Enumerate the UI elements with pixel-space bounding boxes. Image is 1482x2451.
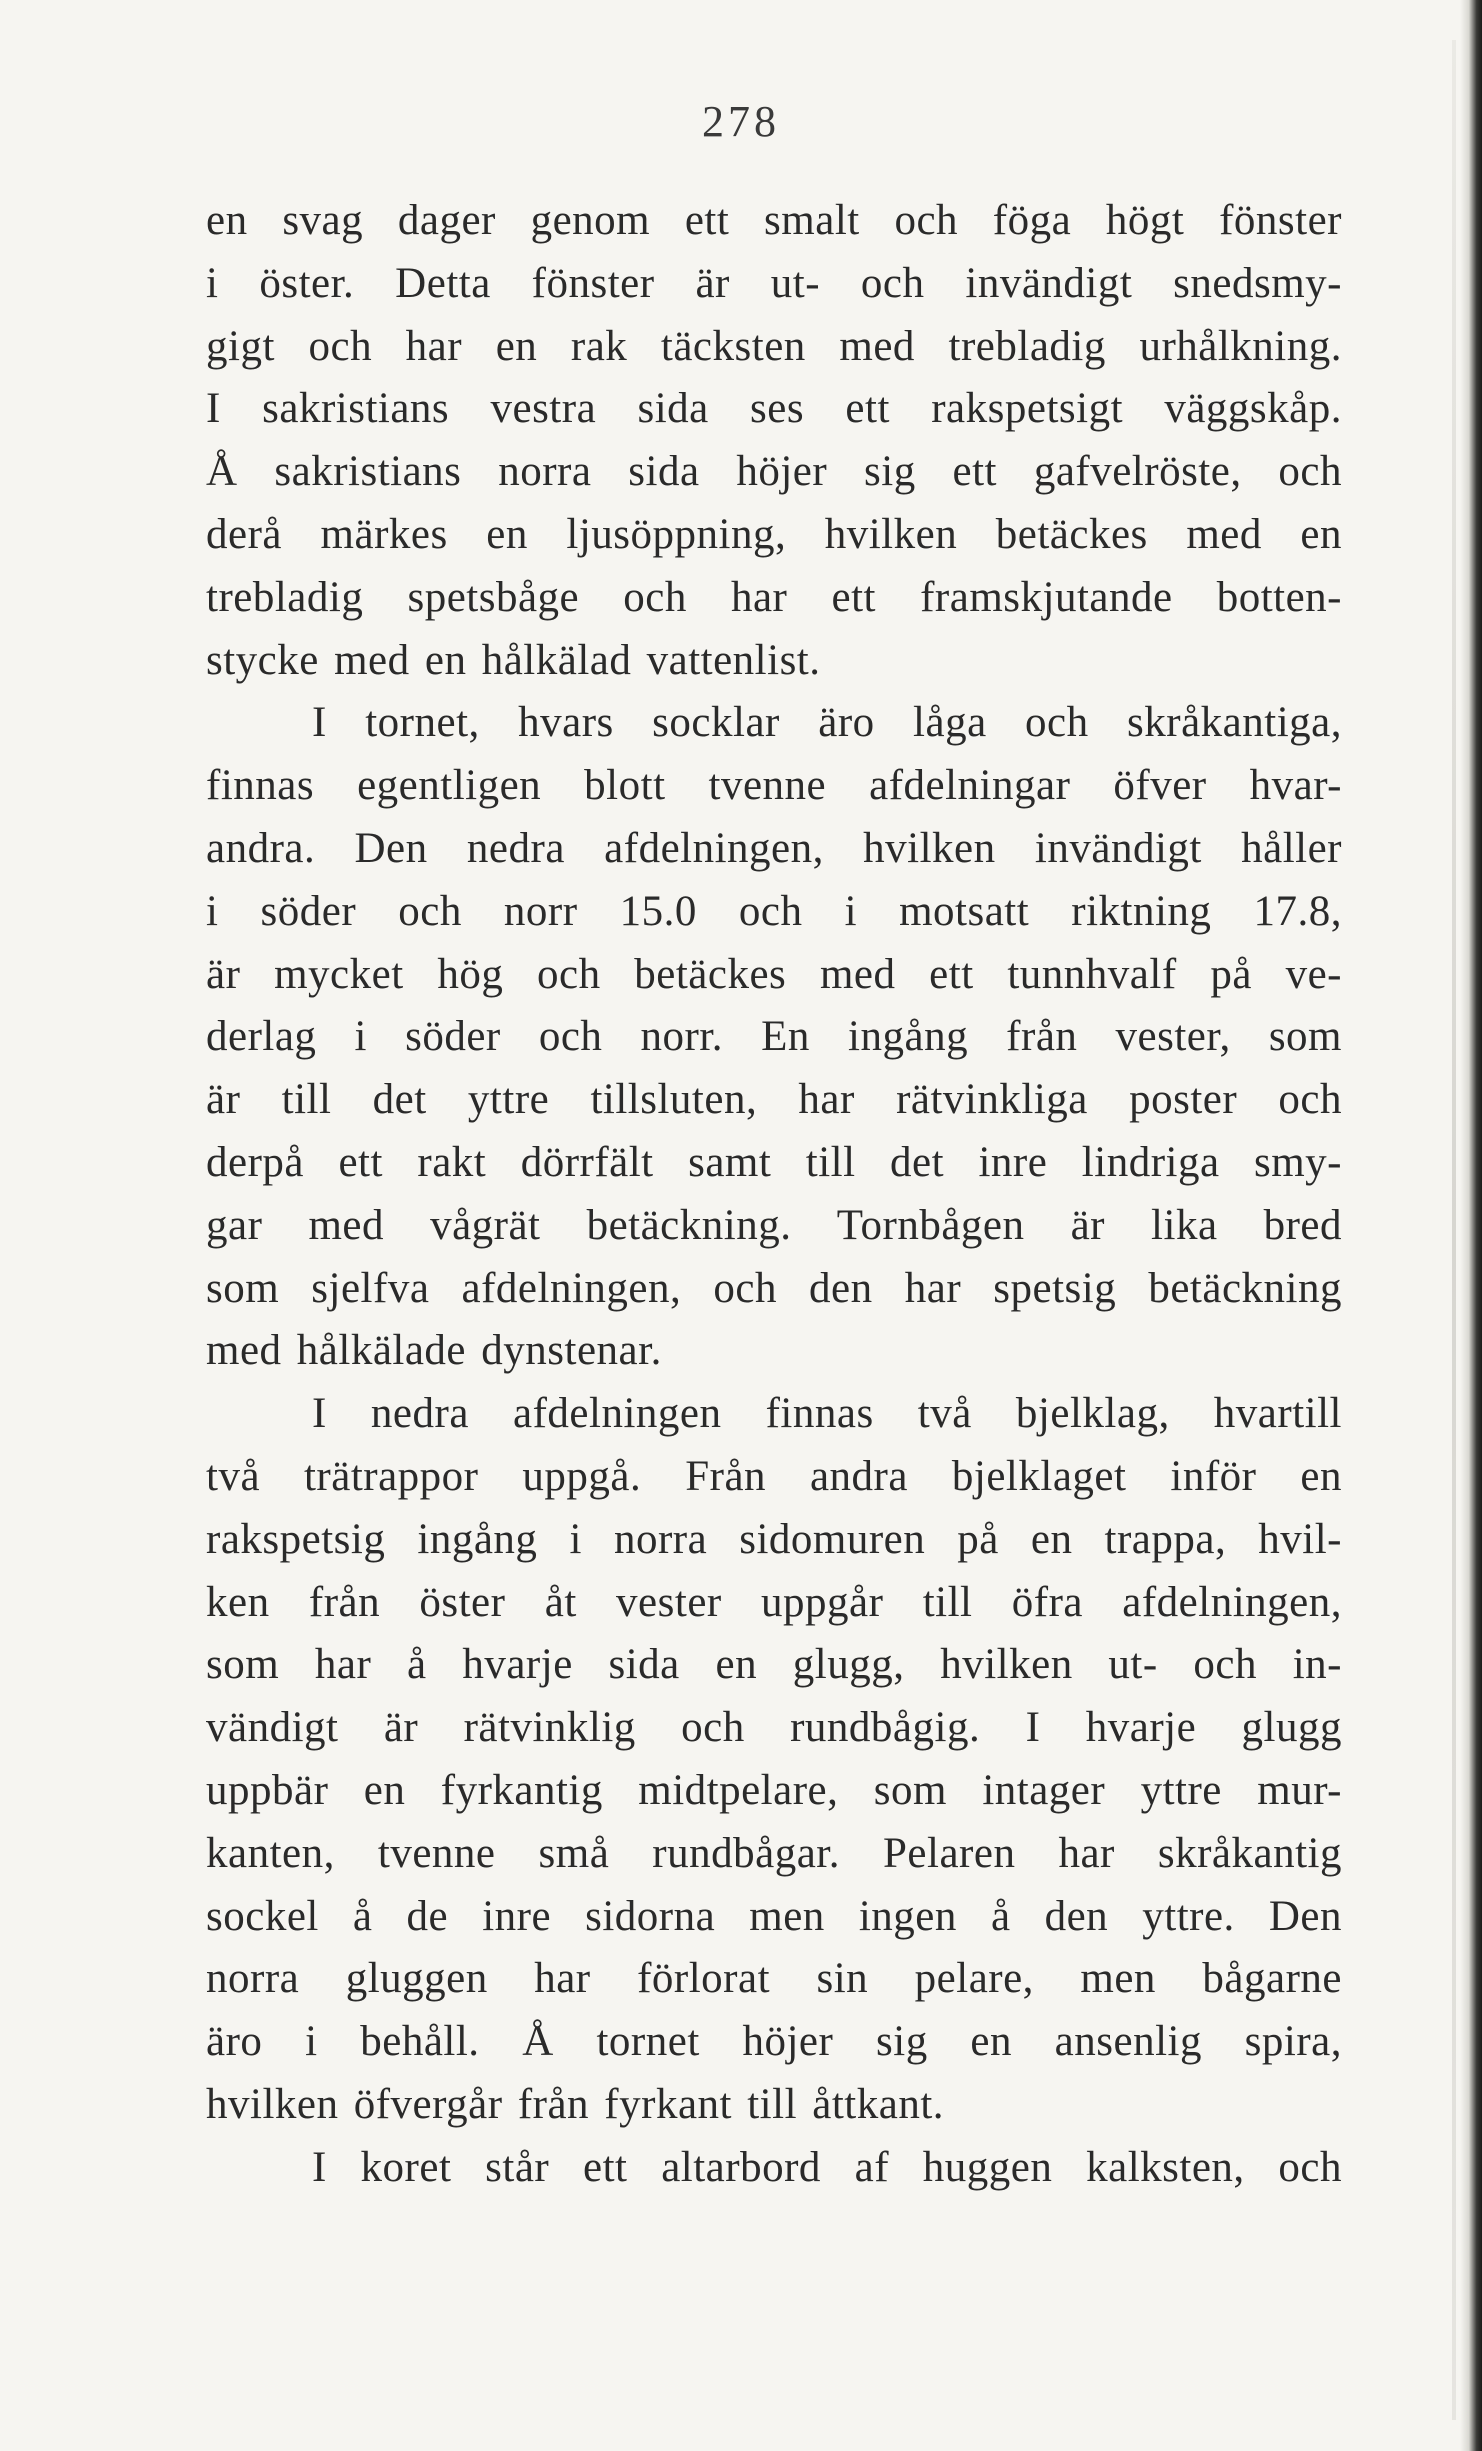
text-line: Å sakristians norra sida höjer sig ett gafvelröste, och [206, 448, 1342, 496]
text-line: med hålkälade dynstenar. [206, 1327, 662, 1375]
text-line: är mycket hög och betäckes med ett tunnhvalf på ve- [206, 950, 1342, 998]
page-edge-shadow [1460, 0, 1482, 2451]
text-line: gar med vågrät betäckning. Tornbågen är lika bred [206, 1201, 1342, 1249]
text-line: trebladig spetsbåge och har ett framskjutande botten- [206, 573, 1342, 621]
text-line: sockel å de inre sidorna men ingen å den yttre. Den [206, 1892, 1342, 1940]
text-line: som sjelfva afdelningen, och den har spetsig betäckning [206, 1264, 1342, 1312]
page-number: 278 [702, 97, 780, 146]
text-line: ken från öster åt vester uppgår till öfra afdelningen, [206, 1578, 1342, 1626]
text-line: gigt och har en rak täcksten med trebladig urhålkning. [206, 322, 1342, 370]
text-line: en svag dager genom ett smalt och föga högt fönster [206, 197, 1342, 244]
text-line: andra. Den nedra afdelningen, hvilken invändigt håller [206, 824, 1342, 872]
body-text [206, 190, 1342, 2200]
text-line: i öster. Detta fönster är ut- och invändigt snedsmy- [206, 259, 1342, 307]
text-line: två trätrappor uppgå. Från andra bjelklaget inför en [206, 1452, 1342, 1500]
text-line: hvilken öfvergår från fyrkant till åttkant. [206, 2080, 945, 2128]
text-line: derå märkes en ljusöppning, hvilken betäckes med en [206, 510, 1342, 558]
text-line: äro i behåll. Å tornet höjer sig en ansenlig spira, [206, 2018, 1342, 2066]
text-line: I koret står ett altarbord af huggen kalksten, och [312, 2143, 1342, 2191]
text-line: derlag i söder och norr. En ingång från vester, som [206, 1013, 1342, 1061]
text-line: vändigt är rätvinklig och rundbågig. I hvarje glugg [206, 1704, 1342, 1752]
text-line: derpå ett rakt dörrfält samt till det inre lindriga smy- [206, 1138, 1342, 1186]
text-line: rakspetsig ingång i norra sidomuren på en trappa, hvil- [206, 1515, 1342, 1563]
page-edge-line [1452, 40, 1456, 2420]
text-line: I sakristians vestra sida ses ett rakspetsigt väggskåp. [206, 385, 1342, 433]
text-line: norra gluggen har förlorat sin pelare, men bågarne [206, 1955, 1342, 2003]
text-line: finnas egentligen blott tvenne afdelningar öfver hvar- [206, 762, 1342, 810]
text-line: kanten, tvenne små rundbågar. Pelaren har skråkantig [206, 1829, 1342, 1877]
text-line: i söder och norr 15.0 och i motsatt riktning 17.8, [206, 887, 1342, 935]
text-line: stycke med en hålkälad vattenlist. [206, 636, 821, 684]
text-line: är till det yttre tillsluten, har rätvinkliga poster och [206, 1076, 1342, 1124]
text-line: som har å hvarje sida en glugg, hvilken ut- och in- [206, 1641, 1342, 1689]
text-line: I tornet, hvars socklar äro låga och skråkantiga, [312, 699, 1342, 747]
text-line: uppbär en fyrkantig midtpelare, som intager yttre mur- [206, 1766, 1342, 1814]
text-line: I nedra afdelningen finnas två bjelklag, hvartill [312, 1390, 1342, 1438]
